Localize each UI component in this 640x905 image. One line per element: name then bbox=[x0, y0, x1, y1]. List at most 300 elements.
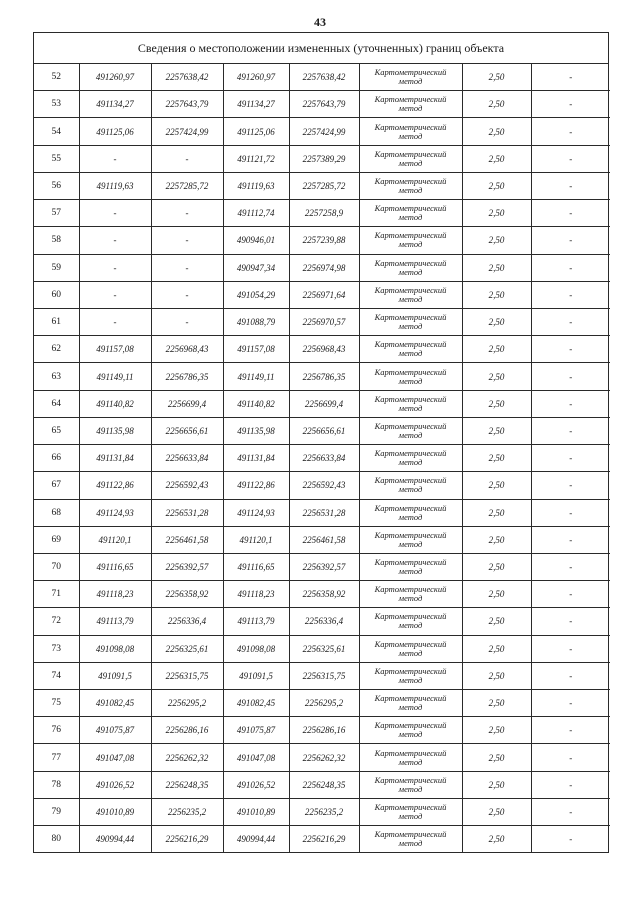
cell-new-y: 2257285,72 bbox=[289, 172, 359, 199]
cell-method bbox=[359, 690, 462, 717]
table-row bbox=[34, 417, 610, 444]
cell-accuracy: 2,50 bbox=[462, 227, 531, 254]
coordinates-sheet bbox=[33, 32, 609, 853]
method-line-1: Картометрический bbox=[374, 67, 447, 78]
cell-method bbox=[359, 308, 462, 335]
cell-description: - bbox=[531, 118, 610, 145]
cell-point-number: 58 bbox=[34, 227, 79, 254]
table-row bbox=[34, 690, 610, 717]
cell-new-y: 2257424,99 bbox=[289, 118, 359, 145]
method-line-2: метод bbox=[398, 429, 423, 440]
cell-old-y: 2256968,43 bbox=[151, 336, 223, 363]
cell-new-y: 2256336,4 bbox=[289, 608, 359, 635]
method-line-1: Картометрический bbox=[374, 148, 447, 159]
cell-new-y: 2256262,32 bbox=[289, 744, 359, 771]
cell-method bbox=[359, 581, 462, 608]
method-line-2: метод bbox=[398, 266, 423, 277]
cell-new-y: 2256358,92 bbox=[289, 581, 359, 608]
cell-point-number: 74 bbox=[34, 662, 79, 689]
cell-accuracy: 2,50 bbox=[462, 390, 531, 417]
method-line-1: Картометрический bbox=[374, 665, 447, 676]
cell-accuracy: 2,50 bbox=[462, 445, 531, 472]
cell-old-y: 2256531,28 bbox=[151, 499, 223, 526]
cell-old-x: - bbox=[79, 145, 151, 172]
cell-old-y: 2257638,42 bbox=[151, 64, 223, 91]
cell-description: - bbox=[531, 445, 610, 472]
cell-point-number: 79 bbox=[34, 798, 79, 825]
cell-method bbox=[359, 64, 462, 91]
cell-accuracy: 2,50 bbox=[462, 64, 531, 91]
method-line-2: метод bbox=[398, 838, 423, 849]
cell-description: - bbox=[531, 608, 610, 635]
table-row bbox=[34, 145, 610, 172]
cell-method bbox=[359, 771, 462, 798]
cell-accuracy: 2,50 bbox=[462, 526, 531, 553]
cell-method bbox=[359, 553, 462, 580]
cell-new-x: 491131,84 bbox=[223, 445, 289, 472]
table-row bbox=[34, 254, 610, 281]
cell-point-number: 65 bbox=[34, 417, 79, 444]
method-line-1: Картометрический bbox=[374, 203, 447, 214]
table-row bbox=[34, 826, 610, 853]
method-line-2: метод bbox=[398, 756, 423, 767]
cell-method bbox=[359, 91, 462, 118]
cell-old-y: - bbox=[151, 200, 223, 227]
cell-new-x: 491082,45 bbox=[223, 690, 289, 717]
cell-new-x: 491075,87 bbox=[223, 717, 289, 744]
method-line-2: метод bbox=[398, 157, 423, 168]
table-body bbox=[34, 64, 610, 852]
cell-old-x: 491260,97 bbox=[79, 64, 151, 91]
cell-old-y: 2256216,29 bbox=[151, 826, 223, 853]
cell-old-y: 2257424,99 bbox=[151, 118, 223, 145]
cell-new-x: 491010,89 bbox=[223, 798, 289, 825]
method-line-2: метод bbox=[398, 811, 423, 822]
table-row bbox=[34, 64, 610, 91]
page-number: 43 bbox=[314, 15, 326, 29]
cell-new-y: 2256248,35 bbox=[289, 771, 359, 798]
cell-description: - bbox=[569, 834, 573, 845]
cell-new-x: 491098,08 bbox=[223, 635, 289, 662]
cell-new-x: 491140,82 bbox=[223, 390, 289, 417]
cell-old-y: 2256235,2 bbox=[151, 798, 223, 825]
table-row bbox=[34, 662, 610, 689]
method-line-1: Картометрический bbox=[374, 557, 447, 568]
method-line-2: метод bbox=[398, 484, 423, 495]
cell-description: - bbox=[531, 717, 610, 744]
cell-new-y: 2256970,57 bbox=[289, 308, 359, 335]
method-line-2: метод bbox=[398, 593, 423, 604]
method-line-2: метод bbox=[398, 702, 423, 713]
cell-method bbox=[359, 363, 462, 390]
method-line-2: метод bbox=[398, 184, 423, 195]
cell-description: - bbox=[531, 744, 610, 771]
method-line-1: Картометрический bbox=[374, 420, 447, 431]
cell-description: - bbox=[531, 281, 610, 308]
cell-description: - bbox=[531, 390, 610, 417]
cell-new-y: 2256531,28 bbox=[289, 499, 359, 526]
cell-method bbox=[359, 472, 462, 499]
cell-old-x: 491098,08 bbox=[79, 635, 151, 662]
cell-old-y: 2256262,32 bbox=[151, 744, 223, 771]
cell-point-number: 71 bbox=[34, 581, 79, 608]
cell-point-number: 68 bbox=[34, 499, 79, 526]
cell-description: - bbox=[531, 472, 610, 499]
cell-point-number: 60 bbox=[34, 281, 79, 308]
method-line-1: Картометрический bbox=[374, 121, 447, 132]
table-row bbox=[34, 308, 610, 335]
method-line-1: Картометрический bbox=[374, 747, 447, 758]
cell-new-y: 2257389,29 bbox=[289, 145, 359, 172]
cell-new-y: 2256971,64 bbox=[289, 281, 359, 308]
cell-old-x: 491116,65 bbox=[79, 553, 151, 580]
cell-new-y: 2256633,84 bbox=[289, 445, 359, 472]
cell-new-x: 491121,72 bbox=[223, 145, 289, 172]
cell-method bbox=[359, 717, 462, 744]
method-line-1: Картометрический bbox=[374, 611, 447, 622]
table-row bbox=[34, 499, 610, 526]
cell-new-x: 491119,63 bbox=[223, 172, 289, 199]
cell-old-y: 2256248,35 bbox=[151, 771, 223, 798]
cell-description: - bbox=[531, 771, 610, 798]
cell-new-x: 490947,34 bbox=[223, 254, 289, 281]
method-line-2: метод bbox=[398, 538, 423, 549]
cell-old-x: 490994,44 bbox=[79, 826, 151, 853]
cell-new-x: 491026,52 bbox=[223, 771, 289, 798]
cell-accuracy: 2,50 bbox=[462, 200, 531, 227]
cell-description: - bbox=[531, 635, 610, 662]
cell-old-x: 491149,11 bbox=[79, 363, 151, 390]
cell-old-y: 2256461,58 bbox=[151, 526, 223, 553]
method-line-2: метод bbox=[398, 239, 423, 250]
method-line-1: Картометрический bbox=[374, 339, 447, 350]
table-row bbox=[34, 336, 610, 363]
cell-new-x: 490946,01 bbox=[223, 227, 289, 254]
table-row bbox=[34, 526, 610, 553]
cell-old-x: 491010,89 bbox=[79, 798, 151, 825]
cell-new-x: 491125,06 bbox=[223, 118, 289, 145]
cell-description: - bbox=[531, 64, 610, 91]
cell-old-y: - bbox=[151, 227, 223, 254]
cell-new-y: 2256592,43 bbox=[289, 472, 359, 499]
cell-accuracy: 2,50 bbox=[462, 608, 531, 635]
cell-accuracy: 2,50 bbox=[462, 363, 531, 390]
cell-point-number: 53 bbox=[34, 91, 79, 118]
cell-description: - bbox=[531, 417, 610, 444]
cell-point-number: 55 bbox=[34, 145, 79, 172]
method-line-1: Картометрический bbox=[374, 393, 447, 404]
cell-accuracy: 2,50 bbox=[462, 690, 531, 717]
cell-new-x: 491054,29 bbox=[223, 281, 289, 308]
cell-accuracy: 2,50 bbox=[462, 717, 531, 744]
cell-accuracy: 2,50 bbox=[462, 472, 531, 499]
cell-new-y: 2256325,61 bbox=[289, 635, 359, 662]
cell-point-number: 63 bbox=[34, 363, 79, 390]
cell-old-y: - bbox=[151, 145, 223, 172]
cell-point-number: 73 bbox=[34, 635, 79, 662]
method-line-2: метод bbox=[398, 457, 423, 468]
method-line-1: Картометрический bbox=[374, 720, 447, 731]
cell-method bbox=[359, 826, 462, 853]
cell-old-y: - bbox=[151, 308, 223, 335]
cell-description: - bbox=[531, 690, 610, 717]
cell-new-x: 491116,65 bbox=[223, 553, 289, 580]
cell-description: - bbox=[531, 145, 610, 172]
cell-old-y: 2257643,79 bbox=[151, 91, 223, 118]
cell-point-number: 57 bbox=[34, 200, 79, 227]
table-row bbox=[34, 91, 610, 118]
table-row bbox=[34, 118, 610, 145]
cell-accuracy: 2,50 bbox=[462, 744, 531, 771]
table-row bbox=[34, 445, 610, 472]
cell-old-y: 2256656,61 bbox=[151, 417, 223, 444]
cell-old-y: 2256286,16 bbox=[151, 717, 223, 744]
cell-old-x: 491120,1 bbox=[79, 526, 151, 553]
cell-old-x: 491134,27 bbox=[79, 91, 151, 118]
cell-new-y: 2256392,57 bbox=[289, 553, 359, 580]
table-row bbox=[34, 553, 610, 580]
cell-new-y: 2256968,43 bbox=[289, 336, 359, 363]
method-line-2: метод bbox=[398, 130, 423, 141]
method-line-2: метод bbox=[398, 293, 423, 304]
cell-method bbox=[359, 281, 462, 308]
cell-accuracy: 2,50 bbox=[462, 172, 531, 199]
cell-method bbox=[359, 417, 462, 444]
cell-accuracy: 2,50 bbox=[462, 826, 531, 853]
method-line-2: метод bbox=[398, 76, 423, 87]
method-line-2: метод bbox=[398, 566, 423, 577]
cell-old-y: 2256392,57 bbox=[151, 553, 223, 580]
method-line-2: метод bbox=[398, 321, 423, 332]
cell-new-y: 2257258,9 bbox=[289, 200, 359, 227]
cell-old-x: - bbox=[79, 308, 151, 335]
cell-new-y: 2256786,35 bbox=[289, 363, 359, 390]
cell-point-number: 72 bbox=[34, 608, 79, 635]
cell-new-x: 491091,5 bbox=[223, 662, 289, 689]
cell-old-x: - bbox=[79, 200, 151, 227]
cell-old-x: 491091,5 bbox=[79, 662, 151, 689]
cell-point-number: 69 bbox=[34, 526, 79, 553]
table-row bbox=[34, 363, 610, 390]
cell-old-y: - bbox=[151, 281, 223, 308]
cell-point-number: 70 bbox=[34, 553, 79, 580]
cell-description: - bbox=[531, 91, 610, 118]
cell-new-y: 2256974,98 bbox=[289, 254, 359, 281]
cell-old-y: - bbox=[151, 254, 223, 281]
table-row bbox=[34, 172, 610, 199]
cell-method bbox=[359, 172, 462, 199]
method-line-1: Картометрический bbox=[374, 94, 447, 105]
cell-new-y: 2256461,58 bbox=[289, 526, 359, 553]
cell-old-x: 491119,63 bbox=[79, 172, 151, 199]
cell-old-x: 491157,08 bbox=[79, 336, 151, 363]
cell-old-x: 491135,98 bbox=[79, 417, 151, 444]
cell-new-x: 491088,79 bbox=[223, 308, 289, 335]
cell-new-y: 2256699,4 bbox=[289, 390, 359, 417]
method-line-1: Картометрический bbox=[374, 257, 447, 268]
method-line-1: Картометрический bbox=[374, 284, 447, 295]
cell-method bbox=[359, 526, 462, 553]
cell-accuracy: 2,50 bbox=[462, 254, 531, 281]
table-row bbox=[34, 635, 610, 662]
method-line-1: Картометрический bbox=[374, 584, 447, 595]
cell-accuracy: 2,50 bbox=[462, 581, 531, 608]
cell-accuracy: 2,50 bbox=[462, 499, 531, 526]
cell-old-x: 491026,52 bbox=[79, 771, 151, 798]
cell-method bbox=[359, 798, 462, 825]
cell-old-y: 2256592,43 bbox=[151, 472, 223, 499]
method-line-1: Картометрический bbox=[374, 829, 447, 840]
cell-point-number: 62 bbox=[34, 336, 79, 363]
table-row bbox=[34, 227, 610, 254]
cell-new-x: 491124,93 bbox=[223, 499, 289, 526]
method-line-1: Картометрический bbox=[374, 366, 447, 377]
cell-method bbox=[359, 744, 462, 771]
cell-point-number: 56 bbox=[34, 172, 79, 199]
cell-method bbox=[359, 662, 462, 689]
cell-point-number: 61 bbox=[34, 308, 79, 335]
cell-old-x: 491125,06 bbox=[79, 118, 151, 145]
cell-new-y: 2256286,16 bbox=[289, 717, 359, 744]
table-row bbox=[34, 581, 610, 608]
table-row bbox=[34, 717, 610, 744]
cell-description: - bbox=[531, 526, 610, 553]
cell-old-y: 2256786,35 bbox=[151, 363, 223, 390]
cell-accuracy: 2,50 bbox=[462, 662, 531, 689]
cell-old-x: 491082,45 bbox=[79, 690, 151, 717]
cell-description: - bbox=[531, 308, 610, 335]
method-line-2: метод bbox=[398, 511, 423, 522]
cell-old-x: - bbox=[79, 254, 151, 281]
cell-old-x: 491113,79 bbox=[79, 608, 151, 635]
method-line-1: Картометрический bbox=[374, 448, 447, 459]
cell-new-x: 491134,27 bbox=[223, 91, 289, 118]
cell-description: - bbox=[531, 227, 610, 254]
cell-old-x: 491118,23 bbox=[79, 581, 151, 608]
cell-method bbox=[359, 336, 462, 363]
cell-old-y: 2256699,4 bbox=[151, 390, 223, 417]
method-line-1: Картометрический bbox=[374, 774, 447, 785]
cell-new-x: 491112,74 bbox=[223, 200, 289, 227]
method-line-1: Картометрический bbox=[374, 230, 447, 241]
cell-accuracy: 2,50 bbox=[462, 308, 531, 335]
cell-old-x: 491124,93 bbox=[79, 499, 151, 526]
cell-method bbox=[359, 635, 462, 662]
cell-point-number: 80 bbox=[34, 826, 79, 853]
cell-new-y: 2257239,88 bbox=[289, 227, 359, 254]
cell-description: - bbox=[531, 172, 610, 199]
cell-old-x: 491047,08 bbox=[79, 744, 151, 771]
cell-new-x: 491149,11 bbox=[223, 363, 289, 390]
table-row bbox=[34, 472, 610, 499]
cell-method bbox=[359, 445, 462, 472]
cell-method bbox=[359, 390, 462, 417]
table-title: Сведения о местоположении измененных (уточненных) границ объекта bbox=[34, 33, 608, 64]
cell-point-number: 75 bbox=[34, 690, 79, 717]
cell-old-x: 491122,86 bbox=[79, 472, 151, 499]
cell-point-number: 54 bbox=[34, 118, 79, 145]
table-row bbox=[34, 771, 610, 798]
method-line-2: метод bbox=[398, 348, 423, 359]
method-line-2: метод bbox=[398, 674, 423, 685]
cell-description: - bbox=[531, 798, 610, 825]
cell-old-x: 491131,84 bbox=[79, 445, 151, 472]
cell-old-x: 491075,87 bbox=[79, 717, 151, 744]
cell-new-x: 491047,08 bbox=[223, 744, 289, 771]
method-line-1: Картометрический bbox=[374, 693, 447, 704]
method-line-2: метод bbox=[398, 729, 423, 740]
cell-new-x: 491118,23 bbox=[223, 581, 289, 608]
method-line-1: Картометрический bbox=[374, 638, 447, 649]
cell-accuracy: 2,50 bbox=[462, 798, 531, 825]
cell-point-number: 66 bbox=[34, 445, 79, 472]
cell-method bbox=[359, 200, 462, 227]
cell-method bbox=[359, 145, 462, 172]
table-row bbox=[34, 798, 610, 825]
method-line-1: Картометрический bbox=[374, 475, 447, 486]
cell-method bbox=[359, 608, 462, 635]
cell-point-number: 76 bbox=[34, 717, 79, 744]
method-line-2: метод bbox=[398, 375, 423, 386]
cell-accuracy: 2,50 bbox=[462, 118, 531, 145]
table-row bbox=[34, 744, 610, 771]
method-line-2: метод bbox=[398, 783, 423, 794]
cell-new-y: 2256295,2 bbox=[289, 690, 359, 717]
cell-new-x: 490994,44 bbox=[223, 826, 289, 853]
cell-method bbox=[359, 227, 462, 254]
cell-old-y: 2256633,84 bbox=[151, 445, 223, 472]
table-row bbox=[34, 390, 610, 417]
cell-new-y: 2256315,75 bbox=[289, 662, 359, 689]
cell-old-x: - bbox=[79, 227, 151, 254]
cell-new-y: 2257638,42 bbox=[289, 64, 359, 91]
cell-accuracy: 2,50 bbox=[462, 771, 531, 798]
cell-old-y: 2256336,4 bbox=[151, 608, 223, 635]
cell-new-x: 491260,97 bbox=[223, 64, 289, 91]
cell-point-number: 77 bbox=[34, 744, 79, 771]
cell-new-x: 491157,08 bbox=[223, 336, 289, 363]
cell-old-y: 2256325,61 bbox=[151, 635, 223, 662]
cell-old-y: 2257285,72 bbox=[151, 172, 223, 199]
method-line-1: Картометрический bbox=[374, 312, 447, 323]
table-row bbox=[34, 200, 610, 227]
cell-old-y: 2256315,75 bbox=[151, 662, 223, 689]
cell-old-x: 491140,82 bbox=[79, 390, 151, 417]
cell-description: - bbox=[531, 662, 610, 689]
cell-description: - bbox=[531, 553, 610, 580]
cell-old-y: 2256358,92 bbox=[151, 581, 223, 608]
cell-point-number: 59 bbox=[34, 254, 79, 281]
cell-description: - bbox=[531, 200, 610, 227]
cell-new-y: 2256235,2 bbox=[289, 798, 359, 825]
method-line-1: Картометрический bbox=[374, 529, 447, 540]
method-line-1: Картометрический bbox=[374, 175, 447, 186]
cell-old-y: 2256295,2 bbox=[151, 690, 223, 717]
cell-method bbox=[359, 254, 462, 281]
cell-accuracy: 2,50 bbox=[462, 635, 531, 662]
table-row bbox=[34, 608, 610, 635]
cell-new-y: 2257643,79 bbox=[289, 91, 359, 118]
cell-new-y: 2256656,61 bbox=[289, 417, 359, 444]
cell-description: - bbox=[531, 499, 610, 526]
cell-accuracy: 2,50 bbox=[462, 145, 531, 172]
method-line-2: метод bbox=[398, 620, 423, 631]
coordinates-table bbox=[34, 64, 610, 852]
method-line-2: метод bbox=[398, 103, 423, 114]
method-line-2: метод bbox=[398, 402, 423, 413]
cell-description: - bbox=[531, 581, 610, 608]
cell-point-number: 78 bbox=[34, 771, 79, 798]
